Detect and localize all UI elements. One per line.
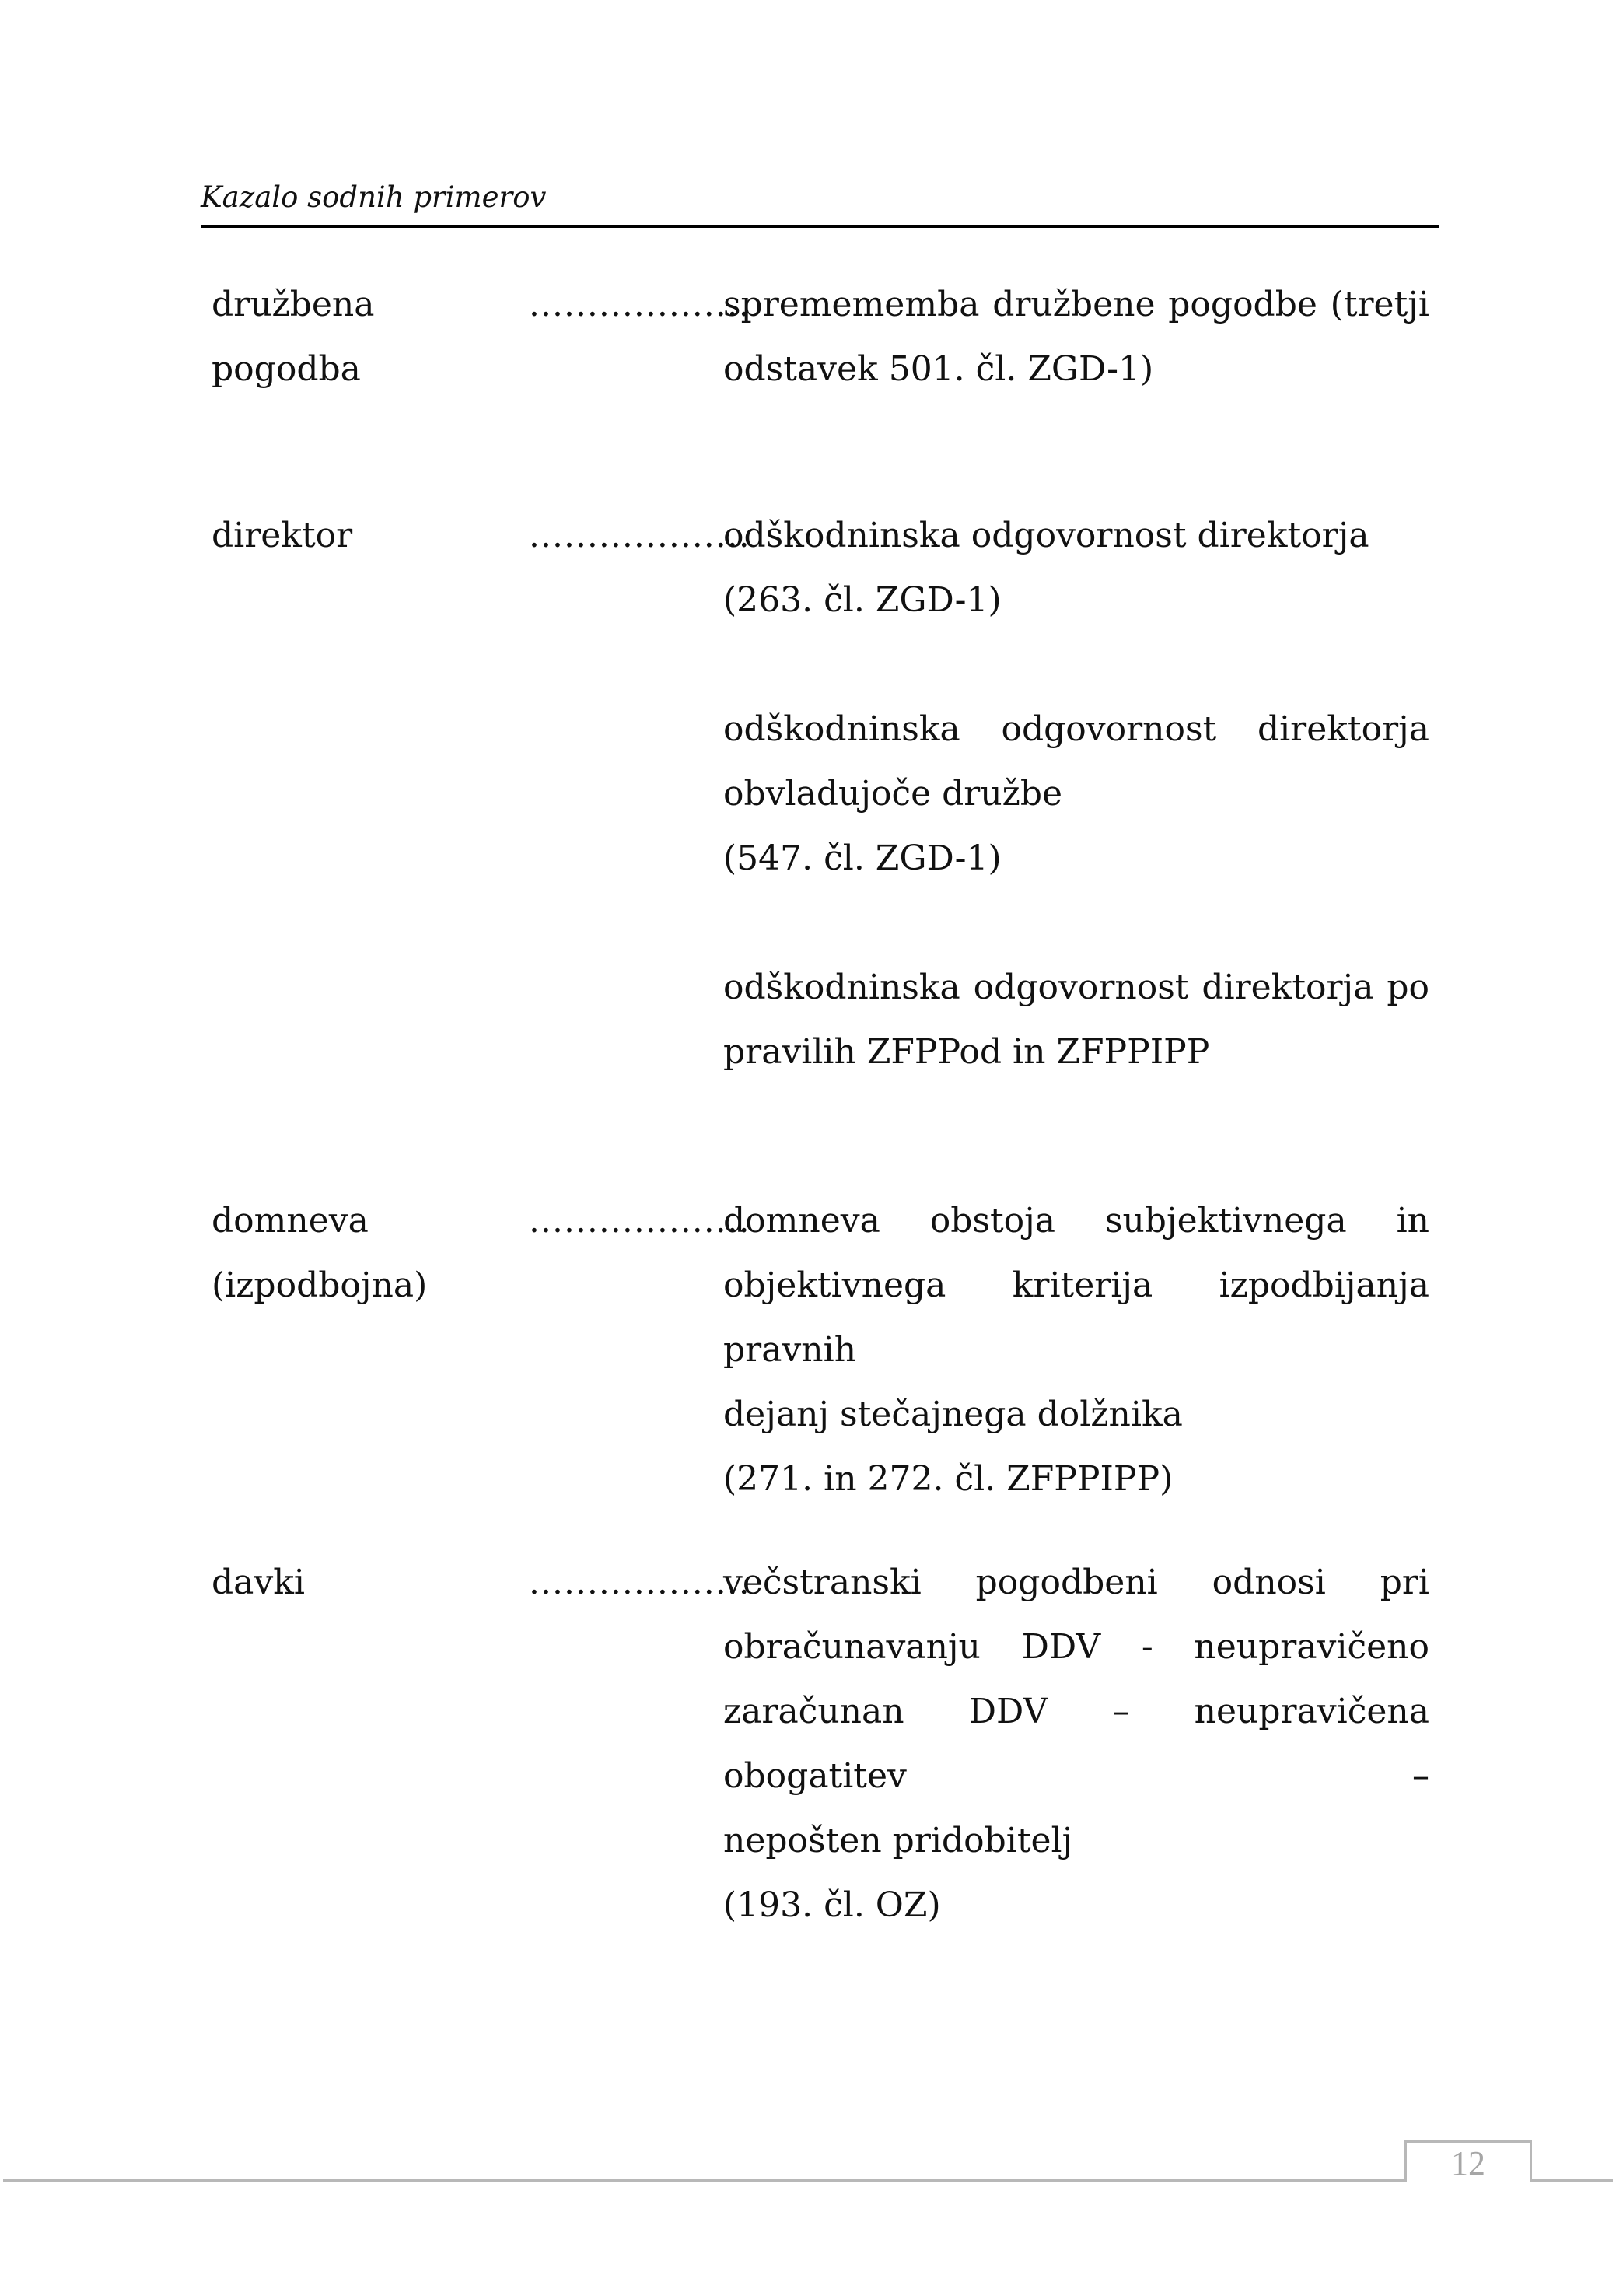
description-line: večstranski pogodbeni odnosi pri (723, 1563, 1429, 1602)
index-description (723, 503, 1429, 1084)
dot-leader: ................... (529, 1563, 750, 1602)
description-line: nepošten pridobitelj (723, 1821, 1073, 1860)
footer-rule (3, 2179, 1404, 2182)
index-description (723, 272, 1429, 401)
index-description (723, 1550, 1429, 1937)
description-line: domneva obstoja subjektivnega in (723, 1201, 1429, 1241)
description-line: (263. čl. ZGD-1) (723, 580, 1002, 620)
description-paragraph (723, 1188, 1429, 1511)
description-line: objektivnega kriterija izpodbijanja pravnih (723, 1265, 1429, 1370)
description-line: odškodninska odgovornost direktorja (723, 709, 1429, 749)
description-line: obračunavanju DDV - neupravičeno (723, 1627, 1429, 1667)
description-paragraph (723, 955, 1429, 1084)
dot-leader: ................... (529, 1201, 750, 1241)
index-description (723, 1188, 1429, 1511)
dot-leader: ................... (529, 516, 750, 555)
description-line: odstavek 501. čl. ZGD-1) (723, 349, 1154, 389)
dot-leader: ................... (529, 285, 750, 324)
description-paragraph (723, 697, 1429, 891)
header-rule (201, 225, 1439, 228)
description-line: (547. čl. ZGD-1) (723, 838, 1002, 878)
description-line: odškodninska odgovornost direktorja (723, 516, 1369, 555)
index-term (212, 1188, 515, 1318)
index-term: davki (212, 1563, 305, 1602)
description-paragraph (723, 272, 1429, 401)
index-term-line: domneva (212, 1201, 369, 1241)
description-paragraph (723, 503, 1429, 632)
footer-rule (1532, 2179, 1613, 2182)
description-line: (193. čl. OZ) (723, 1885, 941, 1925)
description-line: (271. in 272. čl. ZFPPIPP) (723, 1459, 1174, 1499)
index-term: družbena pogodba (212, 285, 375, 389)
page-number: 12 (1451, 2144, 1485, 2182)
description-line: spremememba družbene pogodbe (tretji (723, 285, 1429, 324)
index-term: direktor (212, 516, 353, 555)
description-line: obvladujoče družbe (723, 774, 1063, 814)
description-line: pravilih ZFPPod in ZFPPIPP (723, 1032, 1210, 1072)
description-line: odškodninska odgovornost direktorja po (723, 968, 1429, 1007)
description-line: dejanj stečajnega dolžnika (723, 1395, 1183, 1434)
running-header-title: Kazalo sodnih primerov (201, 180, 547, 214)
description-paragraph (723, 1550, 1429, 1937)
index-term-line: (izpodbojna) (212, 1265, 428, 1305)
description-line: zaračunan DDV – neupravičena obogatitev – (723, 1692, 1429, 1796)
